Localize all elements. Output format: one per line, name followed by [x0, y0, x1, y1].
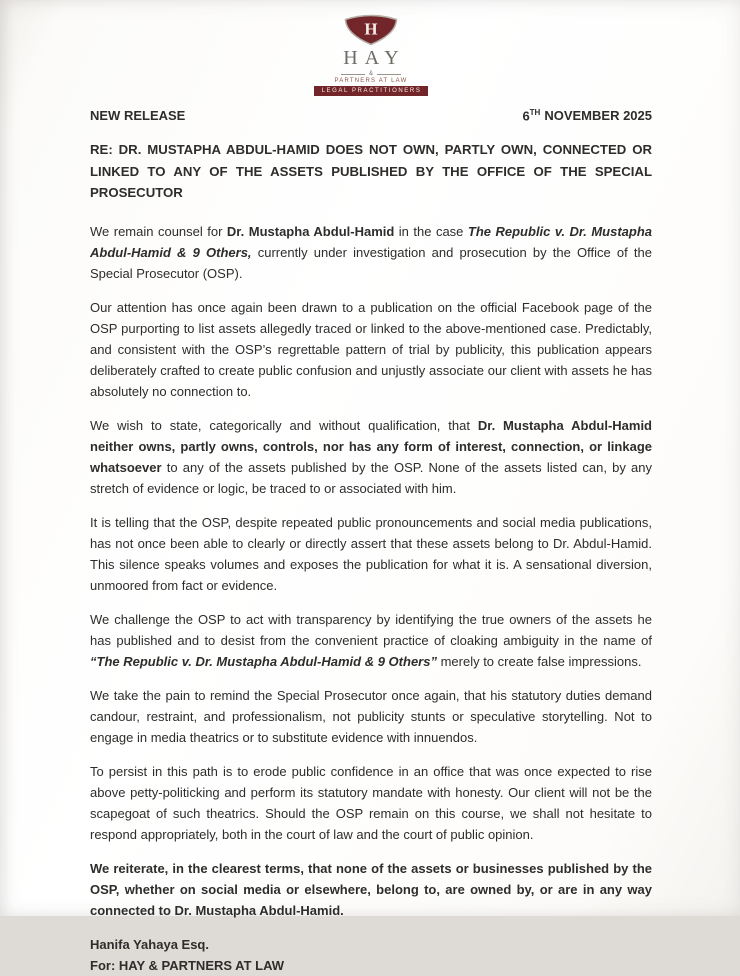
text-run: Dr. Mustapha Abdul-Hamid — [226, 223, 395, 239]
text-run: We reiterate, in the clearest terms, that none of the assets or businesses published by the OSP, whether on social media or elsewhere, belong to, are owned by, or are in any way connected to Dr. Mustapha Abdul-Hamid. — [90, 860, 652, 918]
subject-line: RE: DR. MUSTAPHA ABDUL-HAMID DOES NOT OWN, PARTLY OWN, CONNECTED OR LINKED TO ANY OF THE ASSETS PUBLISHED BY THE OFFICE OF THE SPECIAL PROSECUTOR — [90, 142, 652, 201]
legal-practitioners-banner: LEGAL PRACTITIONERS — [314, 86, 429, 96]
paragraph — [90, 512, 652, 596]
paragraph — [90, 609, 652, 672]
date-ordinal-suffix: TH — [529, 108, 541, 117]
date-day: 6 — [522, 108, 530, 124]
logo-partners-row — [334, 78, 407, 84]
paragraph — [90, 297, 652, 402]
text-run: We challenge the OSP to act with transparency by identifying the true owners of the assets he has published and to desist from the convenient practice of cloaking ambiguity in the name of — [90, 611, 652, 648]
text-run: Our attention has once again been drawn to a publication on the official Facebook page of the OSP purporting to list assets allegedly traced or linked to the above-mentioned case. Predictably, and consistent with the OSP’s regrettable pattern of trial by publicity, this publication appears deliberately crafted to create public confusion and unjustly associate our client with assets he has absolutely no connection to. — [90, 299, 652, 399]
signatory-name: Hanifa Yahaya Esq. — [90, 936, 209, 952]
logo-ampersand-row — [341, 71, 401, 77]
text-run: merely to create false impressions. — [436, 653, 642, 669]
paragraph — [90, 685, 652, 748]
release-date — [522, 108, 652, 123]
paragraph — [90, 858, 652, 921]
firm-logo — [90, 10, 652, 96]
rule-line — [341, 74, 365, 75]
text-run: Dr. Mustapha Abdul-Hamid neither owns, partly owns, controls, nor has any form of interest, connection, or linkage whatsoever — [90, 417, 652, 475]
paragraph — [90, 221, 652, 284]
release-label: NEW RELEASE — [90, 108, 186, 124]
signature-block — [90, 934, 652, 976]
text-run: currently under investigation and prosecution by the Office of the Special Prosecutor (OSP). — [90, 244, 652, 281]
text-run: We remain counsel for — [90, 223, 227, 239]
text-run: in the case — [394, 223, 468, 239]
text-run: to any of the assets published by the OSP. None of the assets listed can, by any stretch of evidence or logic, be traced to or associated with him. — [90, 459, 652, 496]
signatory-firm: For: HAY & PARTNERS AT LAW — [90, 957, 285, 973]
firm-name: HAY — [343, 47, 406, 69]
partners-at-law-label: PARTNERS AT LAW — [334, 78, 408, 84]
header-meta-row — [90, 108, 652, 123]
paragraph — [90, 761, 652, 845]
text-run: The Republic v. Dr. Mustapha Abdul-Hamid & 9 Others, — [90, 223, 652, 260]
firm-crest-icon — [342, 10, 400, 46]
text-run: “The Republic v. Dr. Mustapha Abdul-Hamid & 9 Others” — [90, 653, 437, 669]
text-run: It is telling that the OSP, despite repeated public pronouncements and social media publications, has not once been able to clearly or directly assert that these assets belong to Dr. Abdul-Hamid. This silence speaks volumes and exposes the publication for what it is. A sensational diversion, unmoored from fact or evidence. — [90, 514, 652, 593]
text-run: We wish to state, categorically and without qualification, that — [90, 417, 478, 433]
rule-line — [377, 74, 401, 75]
body-paragraphs — [90, 221, 652, 921]
date-month-year: NOVEMBER 2025 — [544, 108, 652, 124]
text-run: To persist in this path is to erode public confidence in an office that was once expected to rise above petty-politicking and perform its statutory mandate with honesty. Our client will not be the scapegoat of such theatrics. Should the OSP remain on this course, we shall not hesitate to respond appropriately, both in the court of law and the court of public opinion. — [90, 763, 652, 842]
text-run: We take the pain to remind the Special Prosecutor once again, that his statutory duties demand candour, restraint, and professionalism, not publicity stunts or speculative storytelling. Not to engage in media theatrics or to substitute evidence with innuendos. — [90, 687, 652, 745]
ampersand-mark: & — [368, 71, 373, 77]
paragraph — [90, 415, 652, 499]
crest-monogram: H — [364, 19, 378, 39]
